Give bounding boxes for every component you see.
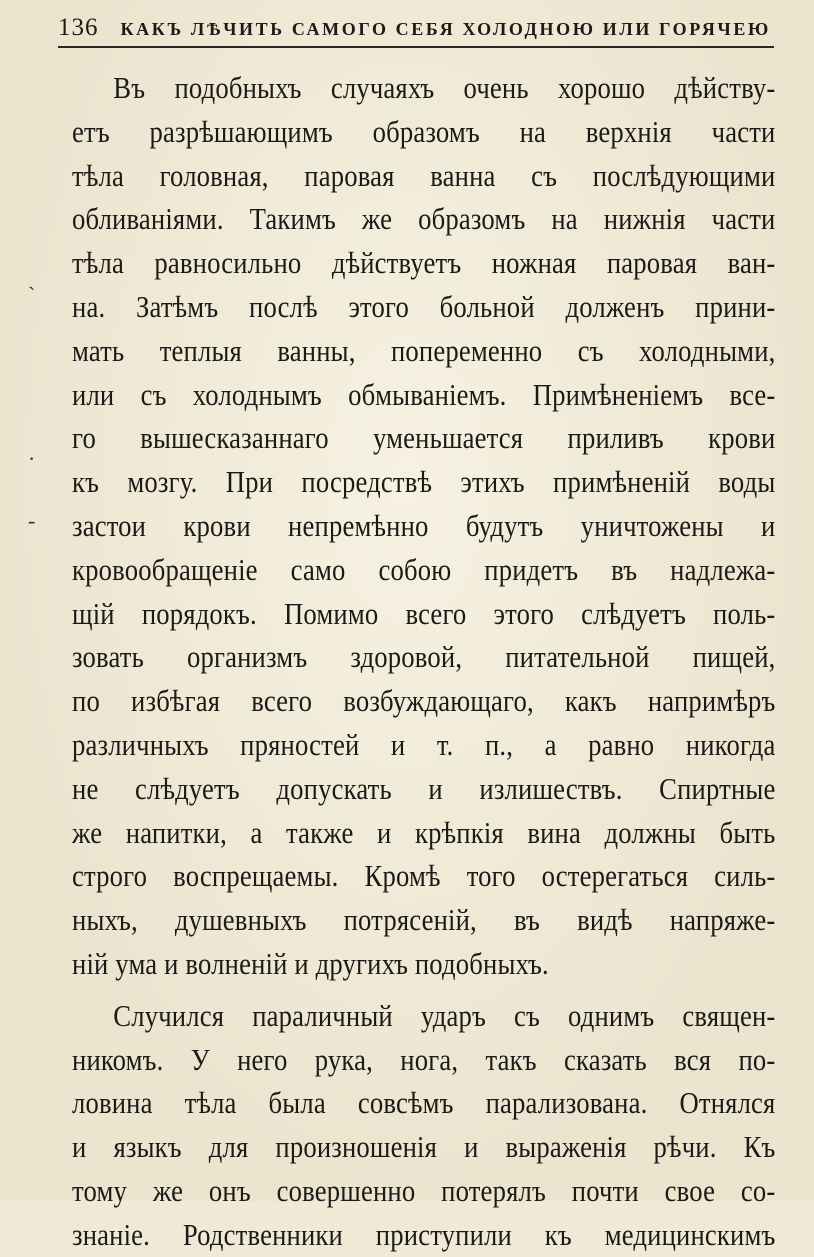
text-line: щій порядокъ. Помимо всего этого слѣдуетъ поль- — [72, 595, 776, 631]
text-line: мать теплыя ванны, попеременно съ холодными, — [72, 332, 776, 368]
text-line: етъ разрѣшающимъ образомъ на верхнія части — [72, 113, 776, 149]
body-text — [72, 66, 776, 1257]
text-line: или съ холоднымъ обмываніемъ. Примѣненіемъ все- — [72, 376, 776, 412]
text-line: на. Затѣмъ послѣ этого больной долженъ прини- — [72, 288, 776, 324]
text-line: же напитки, а также и крѣпкія вина должны быть — [72, 814, 776, 850]
text-line: никомъ. У него рука, нога, такъ сказать вся по- — [72, 1041, 776, 1077]
text-line: къ мозгу. При посредствѣ этихъ примѣненій воды — [72, 464, 776, 500]
text-line: зовать организмъ здоровой, питательной пищей, — [72, 639, 776, 675]
paragraph-gap — [72, 986, 776, 994]
text-line: кровообращеніе само собою придетъ въ надлежа- — [72, 551, 776, 587]
running-head — [58, 14, 774, 48]
text-line: знаніе. Родственники приступили къ медицинскимъ — [72, 1216, 776, 1252]
text-line: ныхъ, душевныхъ потрясеній, въ видѣ напряже- — [72, 902, 776, 938]
text-line: строго воспрещаемы. Кромѣ того остерегаться силь- — [72, 858, 776, 894]
margin-speck: · — [28, 446, 36, 471]
text-line: тому же онъ совершенно потерялъ почти свое со- — [72, 1172, 776, 1208]
text-line: ловина тѣла была совсѣмъ парализована. Отнялся — [72, 1085, 776, 1121]
page-number: 136 — [58, 14, 99, 41]
paragraph-2 — [72, 994, 776, 1257]
text-line: застои крови непремѣнно будутъ уничтожены и — [72, 507, 776, 543]
running-title: КАКЪ ЛѢЧИТЬ САМОГО СЕБЯ ХОЛОДНОЮ ИЛИ ГОРЯЧЕЮ — [120, 19, 771, 39]
text-line: по избѣгая всего возбуждающаго, какъ напримѣръ — [72, 683, 776, 719]
text-line: тѣла равносильно дѣйствуетъ ножная паровая ван- — [72, 245, 776, 281]
text-line: Въ подобныхъ случаяхъ очень хорошо дѣйству- — [113, 70, 776, 105]
text-line: ній ума и волненій и другихъ подобныхъ. — [72, 945, 549, 981]
text-line: и языкъ для произношенія и выраженія рѣчи. Къ — [72, 1129, 776, 1165]
text-line: обливаніями. Такимъ же образомъ на нижнія части — [72, 201, 776, 237]
text-line: Случился параличный ударъ съ однимъ священ- — [113, 997, 776, 1033]
paragraph-1 — [72, 66, 776, 986]
margin-speck: ˋ — [28, 282, 36, 307]
text-line: го вышесказаннаго уменьшается приливъ крови — [72, 420, 776, 456]
margin-speck: - — [28, 508, 36, 533]
text-line: различныхъ пряностей и т. п., а равно никогда — [72, 726, 776, 762]
text-line: тѣла головная, паровая ванна съ послѣдующими — [72, 157, 776, 193]
text-line: не слѣдуетъ допускать и излишествъ. Спиртные — [72, 770, 776, 806]
